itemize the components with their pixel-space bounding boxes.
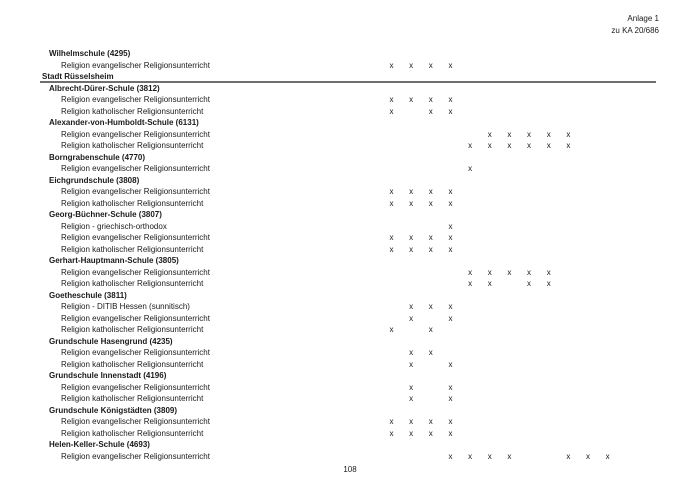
grade-column-mark: x — [546, 129, 551, 139]
grade-column-mark: x — [389, 233, 394, 242]
grade-column-mark: x — [448, 221, 453, 231]
grade-column-mark: x — [428, 348, 433, 357]
grade-column-mark: x — [428, 233, 433, 242]
grade-column-mark: x — [409, 244, 414, 254]
grade-column-mark: x — [566, 141, 571, 150]
grade-column-mark: x — [389, 106, 394, 116]
grade-column-mark: x — [409, 359, 414, 369]
grade-column-mark: x — [487, 451, 492, 461]
grade-column-mark: x — [566, 129, 571, 139]
course-label: Religion - DITIB Hessen (sunnitisch) — [61, 302, 190, 311]
school-name: Eichgrundschule (3808) — [49, 175, 140, 185]
course-label: Religion evangelischer Religionsunterricht — [61, 348, 210, 357]
grade-column-mark: x — [428, 198, 433, 208]
school-row — [0, 175, 700, 187]
course-row — [0, 278, 700, 290]
course-label: Religion evangelischer Religionsunterricht — [61, 313, 210, 323]
course-label: Religion katholischer Religionsunterricht — [61, 325, 204, 334]
grade-column-mark: x — [428, 325, 433, 334]
course-label: Religion evangelischer Religionsunterricht — [61, 382, 210, 392]
course-row — [0, 382, 700, 394]
grade-column-mark: x — [468, 451, 473, 461]
grade-column-mark: x — [546, 279, 551, 288]
page-number: 108 — [343, 465, 357, 474]
course-row — [0, 301, 700, 313]
school-row — [0, 255, 700, 267]
course-row — [0, 186, 700, 198]
grade-column-mark: x — [487, 267, 492, 277]
grade-column-mark: x — [527, 141, 532, 150]
grade-column-mark: x — [448, 417, 453, 426]
course-row — [0, 347, 700, 359]
grade-column-mark: x — [428, 95, 433, 104]
page-header-annotation — [611, 13, 659, 36]
course-row — [0, 129, 700, 141]
course-label: Religion - griechisch-orthodox — [61, 221, 167, 231]
course-label: Religion evangelischer Religionsunterricht — [61, 129, 210, 139]
course-row — [0, 198, 700, 210]
course-label: Religion evangelischer Religionsunterricht — [61, 95, 210, 104]
grade-column-mark: x — [566, 451, 571, 461]
course-label: Religion katholischer Religionsunterricht — [61, 394, 204, 403]
course-row — [0, 221, 700, 233]
grade-column-mark: x — [409, 95, 414, 104]
grade-column-mark: x — [428, 417, 433, 426]
grade-column-mark: x — [448, 233, 453, 242]
school-name: Borngrabenschule (4770) — [49, 152, 146, 162]
school-row — [0, 370, 700, 382]
grade-column-mark: x — [487, 141, 492, 150]
course-label: Religion katholischer Religionsunterricht — [61, 428, 204, 438]
grade-column-mark: x — [448, 451, 453, 461]
city-section-label: Stadt Rüsselsheim — [42, 72, 114, 81]
grade-column-mark: x — [389, 198, 394, 208]
grade-column-mark: x — [507, 141, 512, 150]
grade-column-mark: x — [527, 279, 532, 288]
school-name: Goetheschule (3811) — [49, 290, 127, 300]
grade-column-mark: x — [546, 141, 551, 150]
course-row — [0, 106, 700, 118]
course-row — [0, 416, 700, 428]
grade-column-mark: x — [409, 233, 414, 242]
course-row — [0, 313, 700, 325]
course-label: Religion evangelischer Religionsunterricht — [61, 417, 210, 426]
course-label: Religion katholischer Religionsunterricht — [61, 106, 204, 116]
grade-column-mark: x — [448, 60, 453, 70]
school-row — [0, 336, 700, 348]
school-row — [0, 117, 700, 129]
school-row — [0, 83, 700, 95]
grade-column-mark: x — [409, 382, 414, 392]
reference-number: zu KA 20/686 — [611, 25, 659, 35]
school-name: Alexander-von-Humboldt-Schule (6131) — [49, 118, 199, 127]
course-row — [0, 359, 700, 371]
grade-column-mark: x — [428, 244, 433, 254]
grade-column-mark: x — [389, 187, 394, 196]
grade-column-mark: x — [468, 141, 473, 150]
grade-column-mark: x — [527, 129, 532, 139]
grade-column-mark: x — [507, 451, 512, 461]
grade-column-mark: x — [448, 382, 453, 392]
course-row — [0, 244, 700, 256]
course-label: Religion evangelischer Religionsunterricht — [61, 451, 210, 461]
grade-column-mark: x — [468, 279, 473, 288]
grade-column-mark: x — [428, 428, 433, 438]
annex-label: Anlage 1 — [627, 14, 659, 23]
grade-column-mark: x — [468, 267, 473, 277]
school-row — [0, 209, 700, 221]
school-name: Georg-Büchner-Schule (3807) — [49, 210, 162, 219]
course-label: Religion evangelischer Religionsunterricht — [61, 187, 210, 196]
grade-column-mark: x — [428, 60, 433, 70]
course-row — [0, 324, 700, 336]
school-name: Grundschule Innenstadt (4196) — [49, 371, 167, 380]
grade-column-mark: x — [409, 302, 414, 311]
grade-column-mark: x — [409, 313, 414, 323]
grade-column-mark: x — [507, 267, 512, 277]
course-label: Religion evangelischer Religionsunterricht — [61, 60, 210, 70]
grade-column-mark: x — [507, 129, 512, 139]
school-name: Gerhart-Hauptmann-Schule (3805) — [49, 256, 179, 265]
school-name: Albrecht-Dürer-Schule (3812) — [49, 83, 160, 93]
grade-column-mark: x — [586, 451, 590, 461]
course-label: Religion evangelischer Religionsunterricht — [61, 233, 210, 242]
grade-column-mark: x — [448, 394, 453, 403]
grade-column-mark: x — [389, 428, 394, 438]
course-row — [0, 94, 700, 106]
school-name: Grundschule Königstädten (3809) — [49, 405, 178, 415]
grade-column-mark: x — [389, 417, 394, 426]
course-row — [0, 232, 700, 244]
course-label: Religion evangelischer Religionsunterricht — [61, 267, 210, 277]
course-label: Religion evangelischer Religionsunterricht — [61, 164, 210, 173]
grade-column-mark: x — [389, 244, 394, 254]
grade-column-mark: x — [389, 95, 394, 104]
course-label: Religion katholischer Religionsunterricht — [61, 244, 204, 254]
grade-column-mark: x — [448, 187, 453, 196]
school-row — [0, 405, 700, 417]
school-row — [0, 48, 700, 60]
grade-column-mark: x — [389, 60, 394, 70]
grade-column-mark: x — [409, 348, 414, 357]
school-name: Grundschule Hasengrund (4235) — [49, 336, 173, 346]
course-row — [0, 393, 700, 405]
school-row — [0, 152, 700, 164]
grade-column-mark: x — [448, 428, 453, 438]
grade-column-mark: x — [409, 60, 414, 70]
school-name: Wilhelmschule (4295) — [49, 49, 131, 58]
grade-column-mark: x — [448, 302, 453, 311]
course-row — [0, 451, 700, 463]
grade-column-mark: x — [428, 187, 433, 196]
grade-column-mark: x — [468, 164, 473, 173]
grade-column-mark: x — [487, 129, 492, 139]
grade-column-mark: x — [409, 187, 414, 196]
grade-column-mark: x — [448, 95, 453, 104]
grade-column-mark: x — [409, 394, 414, 403]
grade-column-mark: x — [409, 198, 414, 208]
grade-column-mark: x — [448, 313, 453, 323]
grade-column-mark: x — [605, 451, 610, 461]
grade-column-mark: x — [409, 428, 414, 438]
grade-column-mark: x — [448, 359, 453, 369]
grade-column-mark: x — [487, 279, 492, 288]
grade-column-mark: x — [448, 244, 453, 254]
course-row — [0, 60, 700, 72]
grade-column-mark: x — [428, 302, 433, 311]
school-row — [0, 290, 700, 302]
course-row — [0, 163, 700, 175]
grade-column-mark: x — [527, 267, 532, 277]
course-label: Religion katholischer Religionsunterricht — [61, 279, 204, 288]
course-row — [0, 140, 700, 152]
grade-column-mark: x — [428, 106, 433, 116]
school-name: Helen-Keller-Schule (4693) — [49, 440, 150, 449]
grade-column-mark: x — [448, 198, 453, 208]
course-label: Religion katholischer Religionsunterricht — [61, 359, 204, 369]
grade-column-mark: x — [389, 325, 394, 334]
school-row — [0, 439, 700, 451]
grade-column-mark: x — [546, 267, 551, 277]
table-rows — [0, 48, 700, 462]
grade-column-mark: x — [409, 417, 414, 426]
course-label: Religion katholischer Religionsunterricht — [61, 198, 204, 208]
course-row — [0, 267, 700, 279]
section-row — [0, 71, 700, 83]
grade-column-mark: x — [448, 106, 453, 116]
course-label: Religion katholischer Religionsunterricht — [61, 141, 204, 150]
course-row — [0, 428, 700, 440]
